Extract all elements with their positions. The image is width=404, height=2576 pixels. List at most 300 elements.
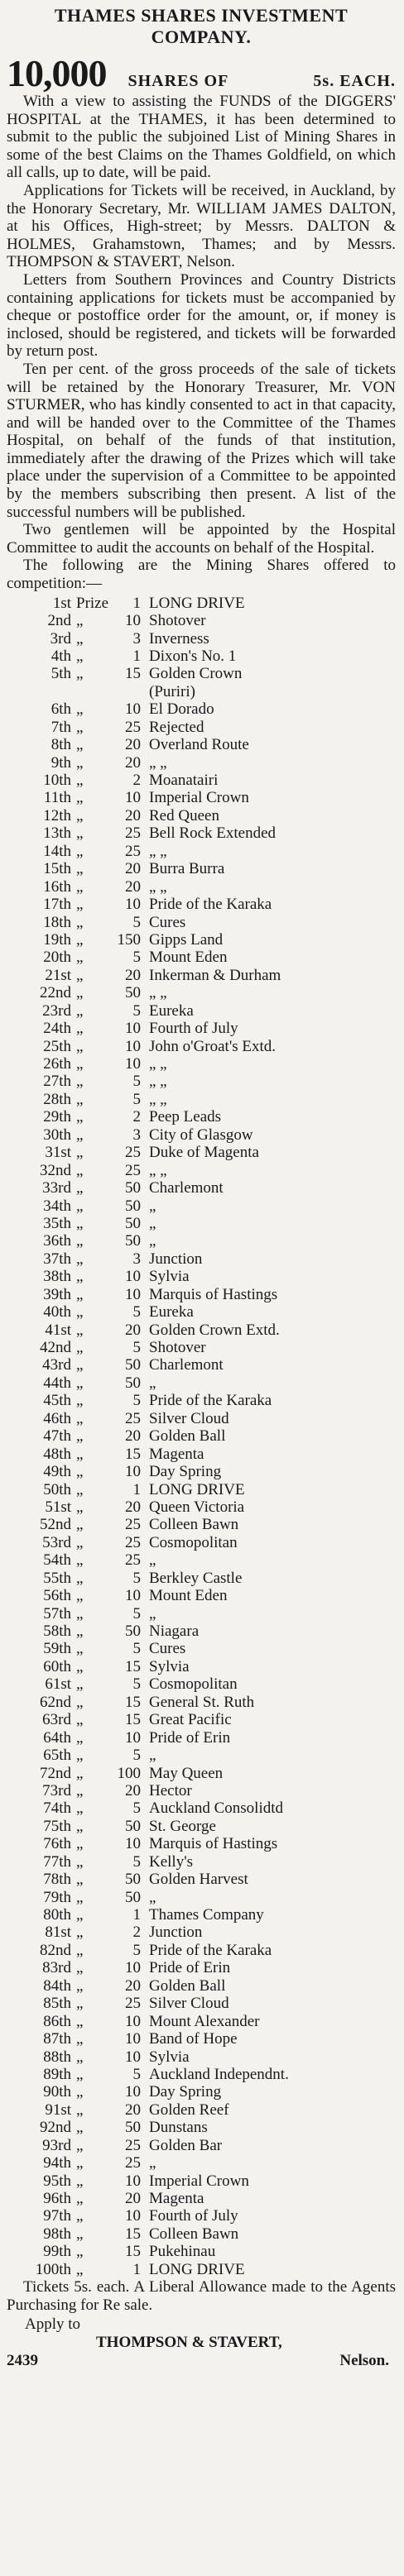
prize-word: „ (76, 1445, 84, 1463)
prize-row (25, 1286, 396, 1303)
prize-place: 15th (43, 860, 71, 878)
prize-word: „ (76, 1303, 84, 1321)
prize-word: „ (76, 1179, 84, 1197)
prize-shares: 20 (125, 1427, 141, 1446)
prize-place: 97th (43, 2207, 71, 2225)
prize-claim-name: Magenta (149, 1445, 204, 1463)
prize-claim-name: Fourth of July (149, 2207, 238, 2225)
prize-shares: 50 (125, 1374, 141, 1392)
prize-row (25, 931, 396, 949)
agent-town: Nelson. (339, 2352, 389, 2370)
prize-claim-name: Shotover (149, 612, 206, 630)
prize-word: „ (76, 1551, 84, 1570)
prize-word: „ (76, 1569, 84, 1587)
prize-claim-name: Inkerman & Durham (149, 966, 281, 984)
prize-shares: 10 (125, 1463, 141, 1481)
prize-claim-name: Shotover (149, 1339, 206, 1356)
prize-place: 92nd (40, 2119, 71, 2137)
prize-claim-name: Sylvia (149, 1268, 190, 1286)
prize-place: 62nd (40, 1693, 71, 1711)
prize-shares: 50 (125, 1197, 141, 1215)
prize-place: 38th (43, 1268, 71, 1286)
prize-claim-name: Auckland Consolidtd (149, 1799, 284, 1818)
prize-claim-name: Niagara (149, 1623, 200, 1640)
prize-shares: 20 (125, 877, 141, 896)
agent-to-label (53, 2334, 96, 2352)
ad-title: THAMES SHARES INVESTMENT (54, 5, 349, 26)
prize-word: „ (76, 1480, 84, 1498)
prize-row (25, 1055, 396, 1073)
prize-shares: 10 (125, 2030, 141, 2048)
prize-shares: 5 (132, 1392, 141, 1410)
prize-word: „ (76, 1728, 84, 1747)
prize-place: 95th (43, 2172, 71, 2190)
prize-place: 74th (43, 1799, 71, 1818)
prize-row (25, 1747, 396, 1764)
prize-claim-name: Day Spring (149, 2083, 222, 2101)
prize-claim-name: „ „ (149, 842, 167, 860)
prize-place: 36th (43, 1232, 71, 1250)
prize-row (25, 1623, 396, 1640)
prize-place: 47th (43, 1427, 71, 1446)
prize-shares: 25 (125, 1516, 141, 1534)
prize-place: 10th (43, 772, 71, 789)
prize-claim-name: Colleen Bawn (149, 2225, 239, 2243)
prize-claim-name: „ (149, 1604, 156, 1623)
prize-row (25, 2207, 396, 2225)
paragraph-applications: Applications for Tickets will be received, in Auckland, by the Honorary Secretary, Mr. WILLIAM JAMES DALTON, at his Offices, High-street; by Messrs. DALTON & HOLMES, Grahamstown, Thames; and by Messrs. THOMPSON & STAVERT, Nelson. (7, 181, 396, 271)
prize-place: 90th (43, 2083, 71, 2101)
prize-word: „ (76, 1533, 84, 1551)
paragraph-letters: Letters from Southern Provinces and Country Districts containing applications for tickets must be accompanied by cheque or postoffice order for the amount, or, if money is inclosed, should be registered, and tickets will be forwarded by return post. (7, 270, 396, 361)
prize-row (25, 1197, 396, 1215)
prize-shares: 50 (125, 1623, 141, 1640)
body-text (7, 93, 396, 593)
prize-claim-name: Mount Eden (149, 949, 228, 967)
prize-claim-name: Eureka (149, 1001, 194, 1020)
prize-word: „ (76, 1976, 84, 1995)
prize-row (25, 1427, 396, 1445)
prize-claim-name: Golden Harvest (149, 1871, 248, 1889)
prize-claim-name: Marquis of Hastings (149, 1285, 278, 1303)
prize-shares: 25 (125, 1161, 141, 1179)
prize-word: „ (76, 753, 84, 772)
prize-shares: 10 (125, 612, 141, 630)
prize-shares: 20 (125, 860, 141, 878)
prize-place: 26th (43, 1055, 71, 1073)
prize-place: 99th (43, 2243, 71, 2261)
prize-claim-name: El Dorado (149, 700, 214, 719)
prize-row (25, 1410, 396, 1427)
prize-word: „ (76, 949, 84, 967)
prize-shares: 10 (125, 2207, 141, 2225)
prize-word: „ (76, 2207, 84, 2225)
prize-row (25, 1551, 396, 1569)
prize-word: „ (76, 1675, 84, 1694)
prize-claim-name: „ „ (149, 984, 167, 1002)
prize-row (25, 1250, 396, 1268)
prize-row (25, 2243, 396, 2260)
prize-row (25, 1091, 396, 1108)
prize-shares: 3 (132, 629, 141, 648)
prize-word: „ (76, 1871, 84, 1889)
prize-place: 56th (43, 1587, 71, 1605)
prize-place: 78th (43, 1871, 71, 1889)
prize-claim-name: John o'Groat's Extd. (149, 1037, 277, 1055)
prize-shares: 25 (125, 1551, 141, 1570)
prize-place: 52nd (40, 1516, 71, 1534)
prize-word: „ (76, 984, 84, 1002)
prize-claim-name: Dunstans (149, 2119, 208, 2137)
prize-shares: 20 (125, 806, 141, 824)
prize-claim-name: Pride of the Karaka (149, 896, 272, 914)
prize-shares: 50 (125, 984, 141, 1002)
prize-word: „ (76, 1250, 84, 1268)
prize-place: 60th (43, 1657, 71, 1675)
prize-row (25, 700, 396, 718)
prize-word: „ (76, 913, 84, 931)
prize-word: „ (76, 1374, 84, 1392)
prize-word: „ (76, 1001, 84, 1020)
prize-word: „ (76, 736, 84, 754)
prize-claim-name: Sylvia (149, 1657, 190, 1675)
prize-place: 34th (43, 1197, 71, 1215)
prize-word: „ (76, 1126, 84, 1144)
prize-word: „ (76, 2260, 84, 2278)
prize-row (25, 736, 396, 753)
prize-word: „ (76, 1604, 84, 1623)
prize-place: 55th (43, 1569, 71, 1587)
prize-place: 75th (43, 1817, 71, 1835)
prize-claim-name: „ „ (149, 877, 167, 896)
prize-claim-name: „ „ (149, 753, 167, 772)
prize-shares: 5 (132, 1852, 141, 1871)
prize-row (25, 1959, 396, 1976)
prize-shares: 25 (125, 1533, 141, 1551)
prize-word: „ (76, 2083, 84, 2101)
prize-row (25, 595, 396, 612)
prize-shares: 3 (132, 1126, 141, 1144)
prize-word: „ (76, 1463, 84, 1481)
prize-place: 48th (43, 1445, 71, 1463)
prize-place: 5th (50, 665, 71, 683)
prize-place: 91st (45, 2100, 71, 2119)
prize-shares: 10 (125, 1959, 141, 1977)
prize-place: 57th (43, 1604, 71, 1623)
prize-list (25, 595, 396, 2279)
prize-place: 98th (43, 2225, 71, 2243)
prize-shares: 10 (125, 2048, 141, 2066)
prize-place: 40th (43, 1303, 71, 1321)
prize-shares: 50 (125, 1356, 141, 1374)
ad-reference-number: 2439 (7, 2352, 38, 2370)
prize-row (25, 1729, 396, 1747)
prize-claim-name: Berkley Castle (149, 1569, 243, 1587)
prize-claim-name: Mount Eden (149, 1587, 228, 1605)
prize-shares: 20 (125, 1781, 141, 1799)
prize-word: „ (76, 1623, 84, 1640)
prize-claim-name: „ (149, 2154, 156, 2172)
prize-claim-name: Imperial Crown (149, 2172, 249, 2190)
prize-shares: 10 (125, 2083, 141, 2101)
prize-row (25, 1356, 396, 1374)
prize-word: „ (76, 806, 84, 824)
prize-place: 6th (50, 700, 71, 719)
prize-shares: 10 (125, 1835, 141, 1853)
prize-row (25, 1906, 396, 1924)
prize-place: 1st (52, 594, 71, 612)
prize-claim-name: (Puriri) (149, 682, 195, 700)
prize-word: „ (76, 1232, 84, 1250)
prize-shares: 20 (125, 2190, 141, 2207)
prize-row (25, 683, 396, 700)
prize-row (25, 1711, 396, 1728)
prize-place: 41st (45, 1321, 71, 1339)
prize-row (25, 1889, 396, 1906)
prize-shares: 1 (132, 1480, 141, 1498)
prize-claim-name: Golden Crown Extd. (149, 1321, 280, 1339)
prize-row (25, 1799, 396, 1817)
prize-shares: 5 (132, 1090, 141, 1108)
prize-shares: 20 (125, 1498, 141, 1516)
prize-word: „ (76, 2190, 84, 2207)
shares-description (107, 72, 397, 91)
prize-word: „ (76, 2243, 84, 2261)
prize-row (25, 1215, 396, 1232)
prize-claim-name: Charlemont (149, 1356, 224, 1374)
prize-row (25, 807, 396, 824)
prize-claim-name: Silver Cloud (149, 1409, 229, 1427)
prize-row (25, 1020, 396, 1037)
prize-claim-name: Thames Company (149, 1906, 264, 1924)
prize-row (25, 630, 396, 648)
agent-line (7, 2334, 396, 2352)
shares-count: 10,000 (7, 52, 107, 94)
prize-word: Prize (76, 594, 109, 612)
prize-row (25, 1144, 396, 1161)
prize-place: 14th (43, 842, 71, 860)
prize-claim-name: Pukehinau (149, 2243, 216, 2261)
prize-place: 84th (43, 1976, 71, 1995)
prize-shares: 50 (125, 1888, 141, 1906)
prize-word: „ (76, 1640, 84, 1658)
prize-shares: 25 (125, 824, 141, 843)
prize-row (25, 1446, 396, 1463)
ad-reference-line (7, 2352, 396, 2370)
prize-claim-name: LONG DRIVE (149, 594, 245, 612)
prize-place: 100th (35, 2260, 71, 2278)
prize-row (25, 1303, 396, 1321)
prize-claim-name: Pride of Erin (149, 1959, 231, 1977)
prize-claim-name: Eureka (149, 1303, 194, 1321)
prize-row (25, 1587, 396, 1604)
prize-claim-name: Overland Route (149, 736, 249, 754)
prize-shares: 50 (125, 1214, 141, 1232)
prize-word: „ (76, 1852, 84, 1871)
prize-claim-name: „ „ (149, 1161, 167, 1179)
prize-row (25, 1481, 396, 1498)
prize-place: 18th (43, 913, 71, 931)
prize-row (25, 1339, 396, 1356)
prize-claim-name: Charlemont (149, 1179, 224, 1197)
prize-claim-name: „ „ (149, 1073, 167, 1091)
prize-shares: 1 (132, 594, 141, 612)
prize-claim-name: Pride of the Karaka (149, 1941, 272, 1959)
prize-shares: 15 (125, 2225, 141, 2243)
prize-row (25, 648, 396, 665)
shares-of-label: SHARES OF (127, 72, 229, 90)
prize-shares: 50 (125, 1871, 141, 1889)
prize-claim-name: Great Pacific (149, 1711, 232, 1729)
prize-row (25, 843, 396, 860)
prize-shares: 10 (125, 2012, 141, 2030)
prize-shares: 25 (125, 2154, 141, 2172)
paragraph-proceeds: Ten per cent. of the gross proceeds of the sale of tickets will be retained by the Honorary Treasurer, Mr. VON STURMER, who has kindly consented to act in that capacity, and will be handed over to the Committee of the Thames Hospital, on behalf of the funds of that institution, immediately after the drawing of the Prizes which will take place under the supervision of a Committee to be appointed by the members subscribing then present. A list of the successful numbers will be published. (7, 360, 396, 521)
prize-row (25, 1374, 396, 1392)
prize-word: „ (76, 1321, 84, 1339)
prize-place: 45th (43, 1392, 71, 1410)
prize-claim-name: Rejected (149, 718, 204, 736)
prize-claim-name: Mount Alexander (149, 2012, 260, 2030)
prize-row (25, 1871, 396, 1888)
prize-shares: 5 (132, 1941, 141, 1959)
prize-word: „ (76, 1037, 84, 1055)
prize-place: 46th (43, 1409, 71, 1427)
prize-word: „ (76, 1339, 84, 1356)
prize-word: „ (76, 1781, 84, 1799)
prize-shares: 1 (132, 1906, 141, 1924)
prize-word: „ (76, 2048, 84, 2066)
prize-row (25, 2137, 396, 2154)
prize-word: „ (76, 1906, 84, 1924)
prize-shares: 15 (125, 1693, 141, 1711)
prize-shares: 10 (125, 2172, 141, 2190)
prize-word: „ (76, 718, 84, 736)
prize-claim-name: Inverness (149, 629, 209, 648)
prize-shares: 20 (125, 2100, 141, 2119)
prize-claim-name: Day Spring (149, 1463, 222, 1481)
prize-place: 83rd (42, 1959, 71, 1977)
prize-place: 24th (43, 1020, 71, 1038)
prize-place: 44th (43, 1374, 71, 1392)
prize-place: 50th (43, 1480, 71, 1498)
prize-shares: 25 (125, 842, 141, 860)
prize-word: „ (76, 930, 84, 949)
prize-row (25, 1605, 396, 1623)
prize-row (25, 2172, 396, 2190)
prize-claim-name: „ (149, 1551, 156, 1570)
prize-shares: 100 (117, 1764, 141, 1782)
prize-place: 39th (43, 1285, 71, 1303)
prize-row (25, 2048, 396, 2066)
prize-shares: 5 (132, 2065, 141, 2083)
prize-claim-name: Bell Rock Extended (149, 824, 277, 843)
prize-row (25, 967, 396, 984)
prize-word: „ (76, 1995, 84, 2013)
prize-place: 76th (43, 1835, 71, 1853)
prize-row (25, 1179, 396, 1197)
prize-shares: 2 (132, 1924, 141, 1942)
prize-place: 61st (45, 1675, 71, 1694)
prize-word: „ (76, 2030, 84, 2048)
prize-row (25, 2225, 396, 2243)
prize-shares: 15 (125, 1657, 141, 1675)
prize-shares: 5 (132, 1640, 141, 1658)
prize-place: 59th (43, 1640, 71, 1658)
prize-word: „ (76, 842, 84, 860)
prize-word: „ (76, 629, 84, 648)
prize-shares: 5 (132, 949, 141, 967)
prize-shares: 5 (132, 1799, 141, 1818)
prize-shares: 25 (125, 718, 141, 736)
prize-claim-name: Auckland Independnt. (149, 2065, 289, 2083)
ad-subtitle: COMPANY. (151, 26, 252, 47)
prize-place: 86th (43, 2012, 71, 2030)
prize-place: 72nd (40, 1764, 71, 1782)
prize-place: 19th (43, 930, 71, 949)
prize-shares: 5 (132, 1073, 141, 1091)
prize-place: 33rd (42, 1179, 71, 1197)
prize-place: 30th (43, 1126, 71, 1144)
prize-row (25, 878, 396, 896)
prize-claim-name: St. George (149, 1817, 216, 1835)
prize-place: 3rd (50, 629, 71, 648)
prize-row (25, 772, 396, 789)
prize-claim-name: Silver Cloud (149, 1995, 229, 2013)
prize-word: „ (76, 1924, 84, 1942)
prize-place: 31st (45, 1144, 71, 1162)
prize-claim-name: Pride of Erin (149, 1728, 231, 1747)
prize-claim-name: May Queen (149, 1764, 224, 1782)
prize-claim-name: Junction (149, 1924, 203, 1942)
prize-word: „ (76, 1356, 84, 1374)
prize-word: „ (76, 2119, 84, 2137)
prize-shares: 10 (125, 896, 141, 914)
prize-row (25, 896, 396, 913)
prize-place: 17th (43, 896, 71, 914)
prize-claim-name: City of Glasgow (149, 1126, 253, 1144)
prize-claim-name: „ (149, 1747, 156, 1765)
prize-claim-name: „ (149, 1232, 156, 1250)
apply-label: Apply to (25, 2316, 81, 2334)
paragraph-audit: Two gentlemen will be appointed by the Hospital Committee to audit the accounts on behalf of the Hospital. (7, 521, 396, 557)
prize-place: 2nd (47, 612, 71, 630)
prize-row (25, 789, 396, 806)
prize-claim-name: „ (149, 1214, 156, 1232)
prize-word: „ (76, 1090, 84, 1108)
prize-claim-name: Golden Ball (149, 1427, 226, 1446)
prize-row (25, 2083, 396, 2100)
prize-claim-name: „ (149, 1374, 156, 1392)
prize-claim-name: Kelly's (149, 1852, 194, 1871)
prize-claim-name: Cosmopolitan (149, 1675, 238, 1694)
prize-place: 89th (43, 2065, 71, 2083)
prize-place: 54th (43, 1551, 71, 1570)
prize-claim-name: Magenta (149, 2190, 204, 2207)
prize-word: „ (76, 2012, 84, 2030)
prize-row (25, 1108, 396, 1126)
prize-shares: 50 (125, 1179, 141, 1197)
prize-row (25, 2154, 396, 2172)
prize-row (25, 1782, 396, 1799)
prize-place: 37th (43, 1250, 71, 1268)
prize-claim-name: Pride of the Karaka (149, 1392, 272, 1410)
prize-row (25, 754, 396, 772)
tickets-note: Tickets 5s. each. A Liberal Allowance made to the Agents Purchasing for Re sale. (7, 2278, 396, 2314)
prize-word: „ (76, 2225, 84, 2243)
prize-place: 12th (43, 806, 71, 824)
prize-row (25, 2030, 396, 2048)
